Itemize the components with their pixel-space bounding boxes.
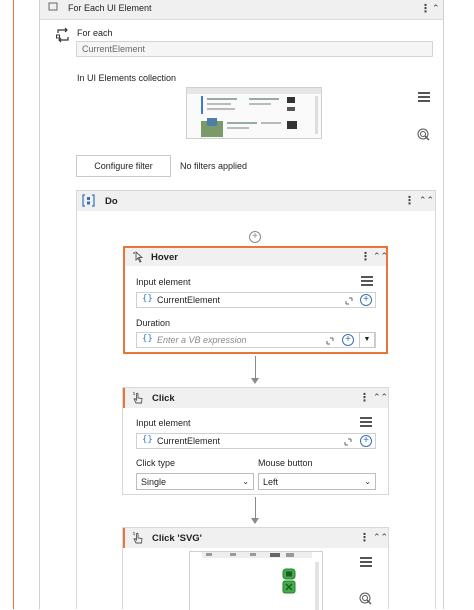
foreach-more-icon[interactable]: ⋮ xyxy=(420,3,431,15)
click-input-menu-icon[interactable] xyxy=(360,417,372,427)
canvas-left-border-line xyxy=(39,0,40,609)
indicate-target-icon[interactable] xyxy=(417,128,431,142)
expand-icon[interactable] xyxy=(344,438,352,446)
click-input-element-value: CurrentElement xyxy=(157,436,221,446)
hover-input-element-field[interactable] xyxy=(136,292,376,308)
expand-icon[interactable] xyxy=(345,297,353,305)
hover-input-add-icon[interactable]: + xyxy=(360,294,372,306)
hover-activity[interactable] xyxy=(123,246,388,354)
connector-arrow-icon xyxy=(251,518,259,524)
click-svg-title: Click 'SVG' xyxy=(152,533,202,544)
loop-arrows-icon xyxy=(55,27,71,43)
click-svg-collapse-icon[interactable]: ⌃⌃ xyxy=(373,532,389,542)
connector-line xyxy=(255,497,256,519)
click-input-element-field[interactable] xyxy=(136,433,376,449)
hover-cursor-icon xyxy=(132,251,144,263)
hover-activity-header[interactable] xyxy=(125,248,389,266)
collection-menu-icon[interactable] xyxy=(418,92,430,102)
foreach-collapse-icon[interactable]: ⌃ xyxy=(432,3,440,13)
click-hand-icon xyxy=(131,531,145,545)
click-input-add-icon[interactable]: + xyxy=(360,435,372,447)
hover-duration-field[interactable] xyxy=(136,332,376,348)
canvas-left-accent-line xyxy=(13,0,14,609)
collection-screenshot-preview[interactable] xyxy=(186,87,322,139)
click-activity-header[interactable] xyxy=(123,388,388,408)
collection-label: In UI Elements collection xyxy=(77,73,177,83)
mouse-button-select[interactable] xyxy=(258,473,376,490)
hover-input-element-label: Input element xyxy=(136,277,191,287)
hover-more-icon[interactable]: ⋮ xyxy=(360,251,371,263)
for-each-label: For each xyxy=(77,28,113,38)
click-collapse-icon[interactable]: ⌃⌃ xyxy=(373,392,389,402)
click-svg-activity[interactable] xyxy=(122,527,389,609)
mouse-button-value: Left xyxy=(263,477,279,487)
do-title: Do xyxy=(105,196,118,207)
canvas-right-border-line xyxy=(443,0,444,609)
do-more-icon[interactable]: ⋮ xyxy=(404,195,415,207)
click-input-element-label: Input element xyxy=(136,418,191,428)
connector-line xyxy=(255,356,256,379)
chevron-down-icon: ⌄ xyxy=(364,477,371,486)
hover-title: Hover xyxy=(151,252,178,263)
click-svg-more-icon[interactable]: ⋮ xyxy=(359,532,370,544)
click-svg-target-preview[interactable] xyxy=(189,551,323,610)
hover-input-element-value: CurrentElement xyxy=(157,295,221,305)
filter-status-text: No filters applied xyxy=(180,161,248,171)
for-each-variable-field[interactable]: CurrentElement xyxy=(76,41,433,57)
foreach-header-title: For Each UI Element xyxy=(68,3,152,13)
hover-duration-dropdown-button[interactable]: ▼ xyxy=(359,332,375,348)
connector-arrow-icon xyxy=(251,378,259,384)
click-title: Click xyxy=(152,393,175,404)
hover-duration-label: Duration xyxy=(136,318,171,328)
click-type-label: Click type xyxy=(136,458,176,468)
do-header[interactable] xyxy=(77,191,435,211)
hover-collapse-icon[interactable]: ⌃⌃ xyxy=(373,251,389,261)
click-type-select[interactable] xyxy=(136,473,254,490)
click-hand-icon xyxy=(131,391,145,405)
expression-brace-icon: {} xyxy=(142,435,153,445)
click-more-icon[interactable]: ⋮ xyxy=(359,392,370,404)
expression-brace-icon: {} xyxy=(142,334,153,344)
configure-filter-button[interactable]: Configure filter xyxy=(76,155,171,177)
click-svg-menu-icon[interactable] xyxy=(360,557,372,567)
sequence-icon xyxy=(82,194,95,207)
foreach-header-icon xyxy=(48,2,58,12)
chevron-down-icon: ⌄ xyxy=(242,477,249,486)
foreach-header[interactable] xyxy=(40,0,443,20)
click-activity[interactable] xyxy=(122,387,389,495)
click-svg-activity-header[interactable] xyxy=(123,528,388,548)
hover-input-menu-icon[interactable] xyxy=(361,276,373,286)
mouse-button-label: Mouse button xyxy=(258,458,313,468)
indicate-target-icon[interactable] xyxy=(359,592,373,606)
hover-duration-placeholder: Enter a VB expression xyxy=(157,335,247,345)
hover-duration-add-icon[interactable]: + xyxy=(342,334,354,346)
svg-target-element-icon xyxy=(282,568,296,594)
click-type-value: Single xyxy=(141,477,167,487)
expression-brace-icon: {} xyxy=(142,294,153,304)
do-collapse-icon[interactable]: ⌃⌃ xyxy=(419,195,435,205)
add-activity-icon[interactable]: + xyxy=(249,231,261,243)
expand-icon[interactable] xyxy=(326,337,334,345)
